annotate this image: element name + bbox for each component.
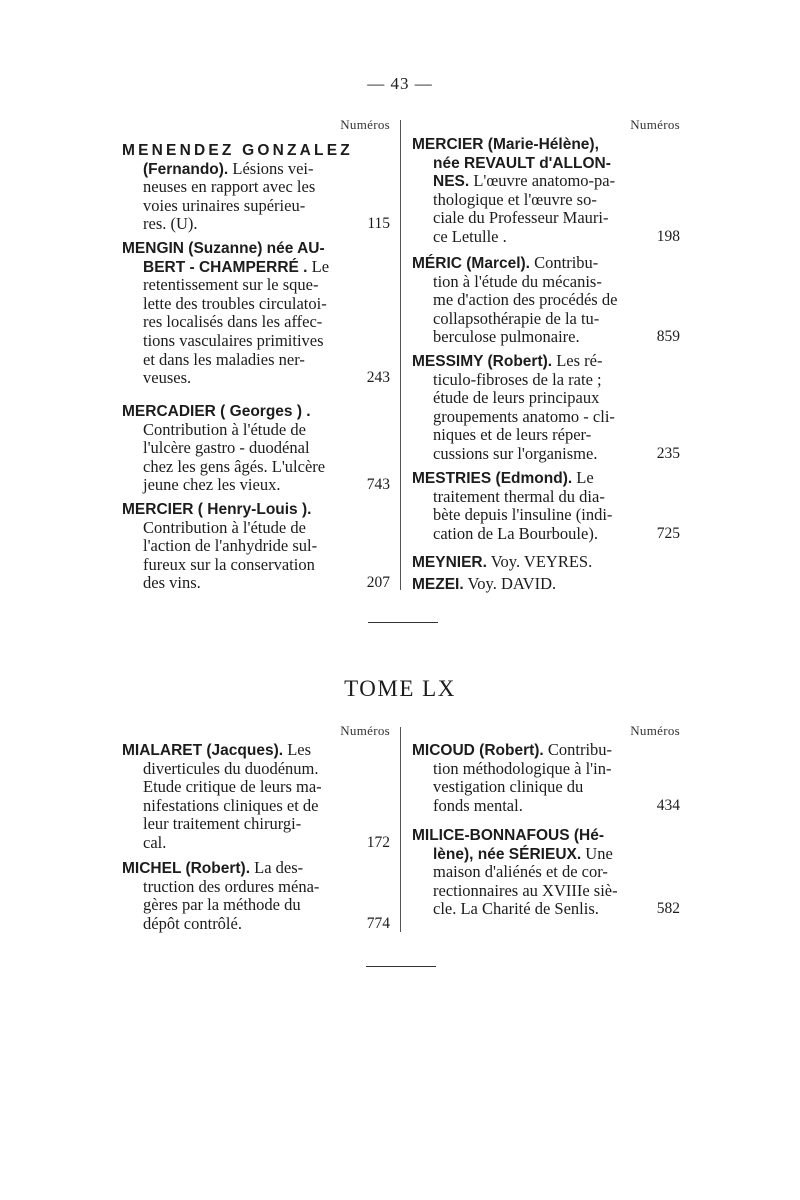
entry-text: l'action de l'anhydride sul- [143, 536, 318, 556]
entry-line [122, 197, 390, 216]
entry-text: étude de leurs principaux [433, 388, 600, 408]
entry-line [122, 351, 390, 370]
entry-line [122, 160, 390, 179]
entry-text: Une [581, 843, 613, 863]
entry-line [122, 760, 390, 779]
entry-line [412, 328, 680, 347]
entry-line [412, 882, 680, 901]
entry-number: 207 [366, 574, 390, 592]
entry-text: neuses en rapport avec les [143, 177, 316, 197]
entry-line [122, 141, 390, 160]
entry-line [412, 488, 680, 507]
entry-line [122, 458, 390, 477]
section-separator-rule [368, 622, 438, 623]
author-name: MERCIER (Marie-Hélène), [412, 136, 599, 153]
entry-line [122, 556, 390, 575]
entry-text: des vins. [143, 573, 201, 593]
entry-text: La des- [250, 858, 304, 877]
entry-text: Le [307, 256, 330, 276]
entry-line [412, 228, 680, 247]
left-column [122, 723, 390, 943]
entry-line [122, 178, 390, 197]
entry-text: voies urinaires supérieu- [143, 195, 306, 215]
entry-line [412, 154, 680, 173]
numeros-header: Numéros [630, 117, 680, 132]
entry-text: Contribution à l'étude de [143, 517, 306, 537]
entry-text: bète depuis l'insuline (indi- [433, 505, 613, 525]
entry-line [122, 239, 390, 258]
entry-text: Etude critique de leurs ma- [143, 777, 322, 797]
entry-text: res. (U). [143, 214, 198, 234]
entry-text: fureux sur la conservation [143, 554, 315, 574]
entry-text: Voy. VEYRES. [486, 552, 593, 571]
entry-line [412, 172, 680, 191]
entry-text: res localisés dans les affec- [143, 312, 323, 332]
author-name: MESTRIES (Edmond). [412, 470, 573, 487]
entry-text: Contribu- [530, 253, 599, 272]
author-name: MIALARET (Jacques). [122, 742, 284, 759]
entry-text: nifestations cliniques et de [143, 795, 319, 815]
entry-text: et dans les maladies ner- [143, 349, 305, 369]
author-name: MENGIN (Suzanne) née AU- [122, 240, 325, 257]
entry-line [412, 469, 680, 488]
entry-line [412, 273, 680, 292]
entry-line [412, 863, 680, 882]
entry-line [122, 896, 390, 915]
index-entry-meric [412, 254, 680, 347]
author-name: MEYNIER. [412, 554, 487, 571]
entry-text: collapsothérapie de la tu- [433, 308, 600, 328]
entry-line [122, 574, 390, 593]
entry-line [122, 215, 390, 234]
index-entry-meynier [412, 553, 680, 572]
tome-title: TOME LX [344, 676, 456, 701]
entry-text: cle. La Charité de Senlis. [433, 899, 599, 919]
entry-line [122, 313, 390, 332]
author-name: MERCADIER ( Georges ) . [122, 403, 311, 420]
author-name: NES. [433, 173, 470, 191]
index-entry-mercier-marie [412, 135, 680, 247]
entry-text: tions vasculaires primitives [143, 330, 324, 350]
entry-text: ciale du Professeur Mauri- [433, 208, 609, 228]
entry-text: l'ulcère gastro - duodénal [143, 438, 310, 458]
entry-text: Les ré- [552, 351, 603, 370]
entry-line [122, 402, 390, 421]
entry-text: thologique et l'œuvre so- [433, 189, 597, 209]
entry-line [122, 915, 390, 934]
entry-line [412, 254, 680, 273]
entry-text: me d'action des procédés de [433, 290, 618, 310]
entry-text: ticulo-fibroses de la rate ; [433, 369, 602, 389]
numeros-header: Numéros [630, 723, 680, 738]
entry-line [412, 760, 680, 779]
entry-text: tion méthodologique à l'in- [433, 758, 612, 778]
entry-line [412, 135, 680, 154]
author-name: BERT - CHAMPERRÉ . [143, 258, 308, 276]
entry-line [122, 276, 390, 295]
entry-text: ce Letulle . [433, 226, 507, 246]
entry-line [412, 506, 680, 525]
entry-text: truction des ordures ména- [143, 876, 320, 896]
entry-line [122, 369, 390, 388]
index-entry-mezei [412, 575, 680, 594]
entry-line [122, 258, 390, 277]
entry-line [122, 834, 390, 853]
index-entry-mialaret [122, 741, 390, 853]
entry-text: dépôt contrôlé. [143, 913, 242, 933]
author-name: lène), née SÉRIEUX. [433, 845, 582, 863]
entry-number: 172 [366, 833, 390, 851]
entry-line [412, 352, 680, 371]
entry-line [412, 310, 680, 329]
author-name: MILICE-BONNAFOUS (Hé- [412, 827, 605, 844]
index-entry-milice [412, 826, 680, 919]
numeros-header: Numéros [340, 117, 390, 132]
author-name: MERCIER ( Henry-Louis ). [122, 501, 312, 518]
entry-line [412, 408, 680, 427]
entry-line [412, 553, 680, 572]
entry-line [122, 815, 390, 834]
index-entry-michel [122, 859, 390, 933]
entry-line [412, 525, 680, 544]
entry-text: cussions sur l'organisme. [433, 443, 598, 463]
entry-text: chez les gens âgés. L'ulcère [143, 456, 326, 476]
entry-number: 115 [367, 215, 390, 233]
entry-line [122, 537, 390, 556]
entry-number: 198 [656, 227, 680, 245]
entry-text: vestigation clinique du [433, 777, 584, 797]
entry-text: traitement thermal du dia- [433, 486, 605, 506]
entry-line [122, 332, 390, 351]
entry-number: 582 [656, 900, 680, 918]
entry-line [412, 445, 680, 464]
entry-text: L'œuvre anatomo-pa- [469, 171, 616, 191]
section-end-rule [366, 966, 436, 967]
entry-text: Le [572, 468, 594, 487]
author-name: née REVAULT d'ALLON- [433, 154, 611, 172]
entry-text: Contribution à l'étude de [143, 419, 306, 439]
entry-line [412, 389, 680, 408]
entry-line [122, 778, 390, 797]
left-column [122, 117, 390, 597]
page-number: — 43 — [367, 74, 433, 93]
entry-text: Voy. DAVID. [463, 574, 557, 593]
right-column [412, 117, 680, 597]
numeros-header: Numéros [340, 723, 390, 738]
entry-text: berculose pulmonaire. [433, 327, 580, 347]
column-divider [400, 120, 401, 590]
entry-text: Contribu- [543, 740, 613, 759]
entry-line [412, 778, 680, 797]
entry-number: 235 [656, 444, 680, 462]
entry-number: 774 [366, 914, 390, 932]
author-name: MESSIMY (Robert). [412, 353, 553, 370]
entry-text: retentissement sur le sque- [143, 275, 319, 295]
entry-text: rectionnaires au XVIIIe siè- [433, 880, 618, 900]
entry-number: 243 [366, 369, 390, 387]
index-entry-mercier-henry [122, 500, 390, 593]
entry-line [412, 826, 680, 845]
entry-text: cal. [143, 832, 167, 852]
author-name: MICHEL (Robert). [122, 860, 251, 877]
entry-text: Les [283, 740, 312, 759]
entry-text: cation de La Bourboule). [433, 523, 598, 543]
entry-text: leur traitement chirurgi- [143, 814, 302, 834]
entry-line [412, 575, 680, 594]
entry-text: gères par la méthode du [143, 895, 301, 915]
author-name: MENENDEZ GONZALEZ [122, 142, 353, 159]
index-entry-mestries [412, 469, 680, 543]
entry-number: 859 [656, 328, 680, 346]
entry-text: jeune chez les vieux. [143, 475, 281, 495]
author-name: (Fernando). [143, 160, 229, 178]
entry-number: 743 [366, 476, 390, 494]
index-entry-mercadier [122, 402, 390, 495]
entry-text: groupements anatomo - cli- [433, 406, 615, 426]
index-entry-menendez [122, 141, 390, 234]
entry-text: fonds mental. [433, 795, 523, 815]
right-column [412, 723, 680, 943]
entry-text: maison d'aliénés et de cor- [433, 862, 608, 882]
entry-text: diverticules du duodénum. [143, 758, 319, 778]
entry-line [412, 741, 680, 760]
entry-line [122, 859, 390, 878]
entry-line [122, 421, 390, 440]
entry-line [122, 878, 390, 897]
entry-line [122, 295, 390, 314]
author-name: MEZEI. [412, 576, 464, 593]
entry-line [412, 209, 680, 228]
entry-line [412, 797, 680, 816]
entry-line [412, 426, 680, 445]
entry-text: Lésions vei- [228, 158, 314, 178]
index-entry-mengin [122, 239, 390, 388]
author-name: MICOUD (Robert). [412, 742, 544, 759]
entry-line [122, 439, 390, 458]
entry-line [412, 291, 680, 310]
entry-line [412, 845, 680, 864]
entry-text: niques et de leurs réper- [433, 425, 592, 445]
entry-line [412, 371, 680, 390]
entry-text: lette des troubles circulatoi- [143, 293, 327, 313]
entry-line [412, 191, 680, 210]
entry-line [412, 900, 680, 919]
entry-text: tion à l'étude du mécanis- [433, 271, 602, 291]
entry-line [122, 476, 390, 495]
entry-line [122, 519, 390, 538]
author-name: MÉRIC (Marcel). [412, 255, 530, 272]
entry-line [122, 500, 390, 519]
index-entry-messimy [412, 352, 680, 464]
entry-line [122, 741, 390, 760]
entry-text: veuses. [143, 368, 192, 388]
column-divider [400, 727, 401, 932]
index-entry-micoud [412, 741, 680, 815]
entry-line [122, 797, 390, 816]
entry-number: 434 [656, 796, 680, 814]
entry-number: 725 [656, 524, 680, 542]
